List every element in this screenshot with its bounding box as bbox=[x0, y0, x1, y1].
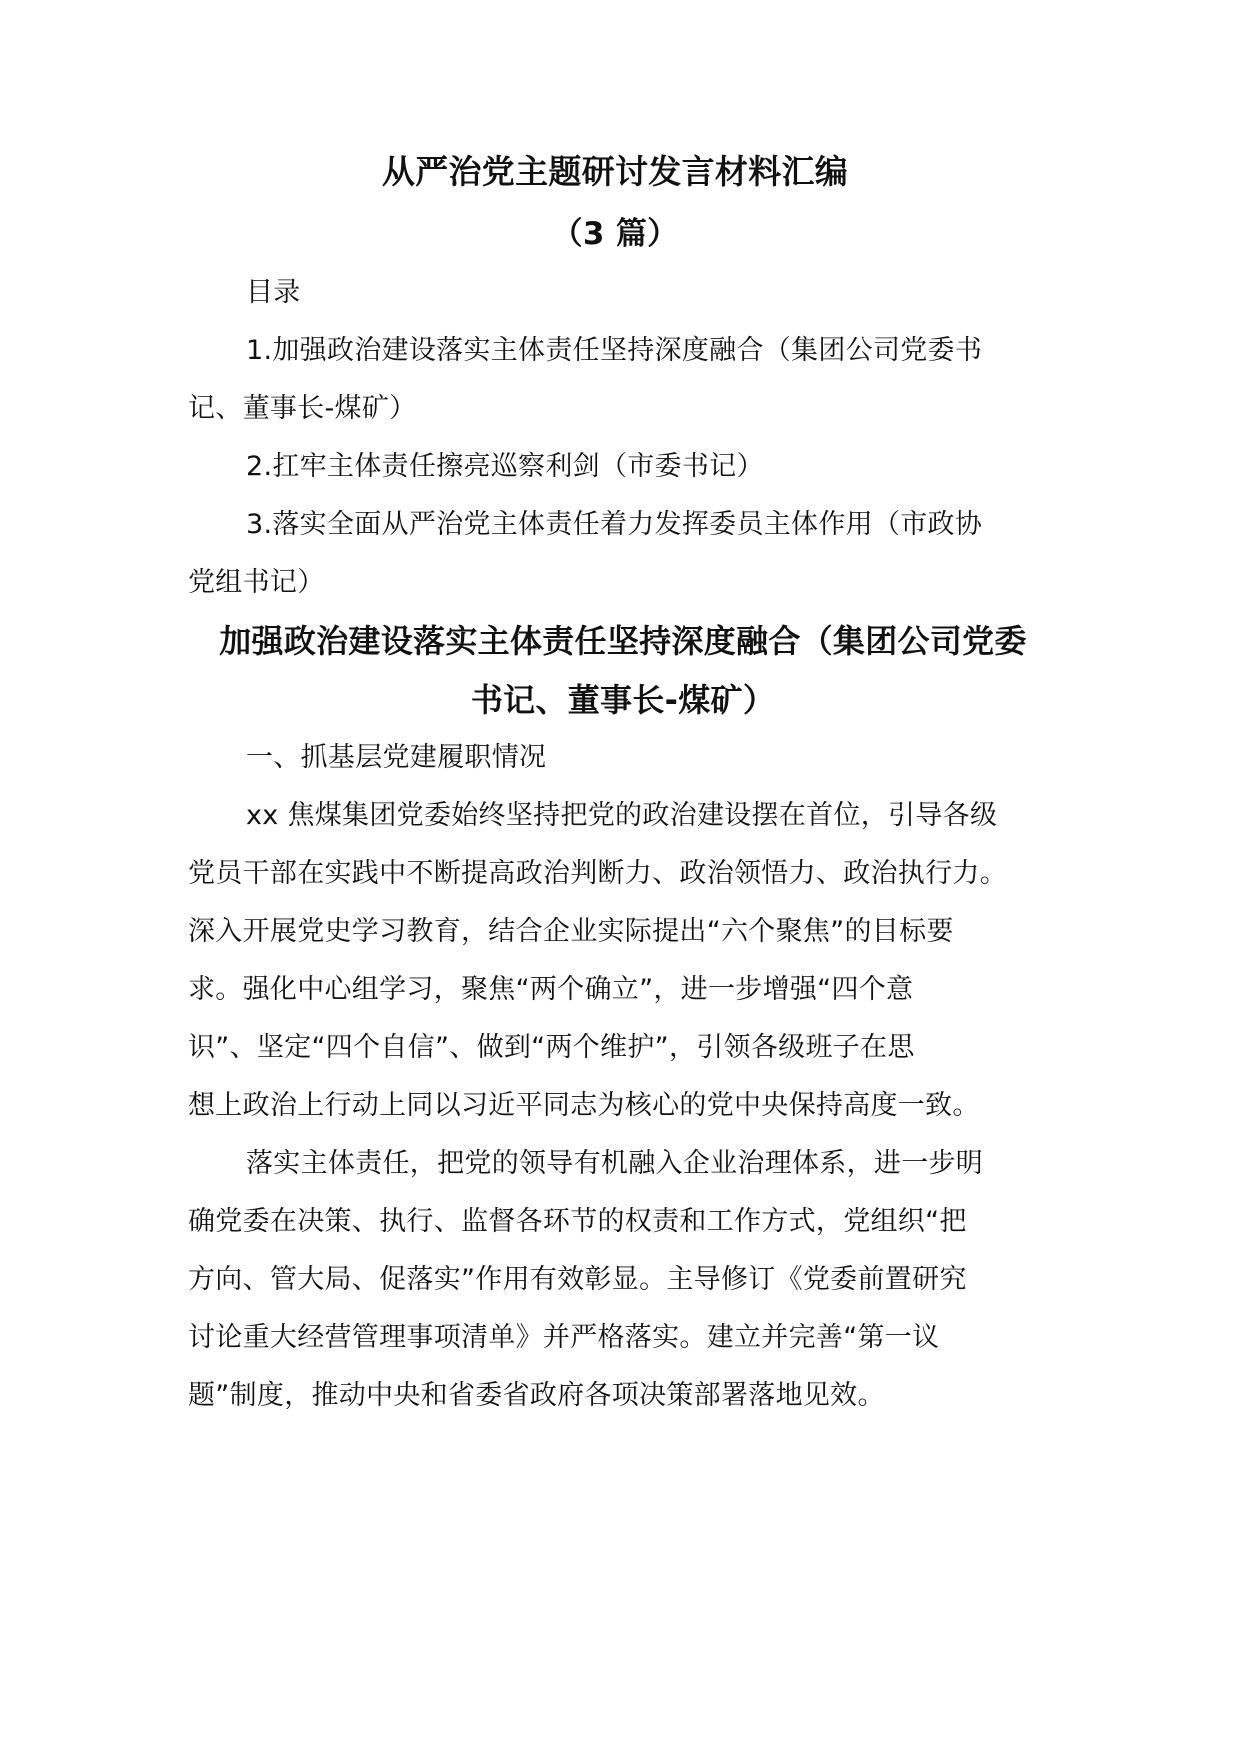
para2-line: 方向、管大局、促落实”作用有效彰显。主导修订《党委前置研究 bbox=[188, 1264, 967, 1295]
para2-line: 讨论重大经营管理事项清单》并严格落实。建立并完善“第一议 bbox=[188, 1322, 940, 1353]
toc-item-1-line2: 记、董事长-煤矿） bbox=[188, 393, 417, 424]
article-heading-line1: 加强政治建设落实主体责任坚持深度融合（集团公司党委 bbox=[219, 622, 1027, 660]
toc-item-3-line2: 党组书记） bbox=[188, 567, 325, 598]
para2-line: 落实主体责任，把党的领导有机融入企业治理体系，进一步明 bbox=[246, 1148, 984, 1179]
para1-line: 求。强化中心组学习，聚焦“两个确立”，进一步增强“四个意 bbox=[188, 974, 914, 1005]
document-title: 从严治党主题研讨发言材料汇编 bbox=[381, 152, 849, 191]
section-heading: 一、抓基层党建履职情况 bbox=[246, 742, 547, 773]
para2-line: 题”制度，推动中央和省委省政府各项决策部署落地见效。 bbox=[188, 1380, 885, 1411]
toc-item-1-line1: 1.加强政治建设落实主体责任坚持深度融合（集团公司党委书 bbox=[246, 335, 983, 366]
article-heading-line2: 书记、董事长-煤矿） bbox=[470, 681, 776, 719]
para2-line: 确党委在决策、执行、监督各环节的权责和工作方式，党组织“把 bbox=[188, 1206, 967, 1237]
toc-label: 目录 bbox=[246, 277, 301, 308]
toc-item-2-line1: 2.扛牢主体责任擦亮巡察利剑（市委书记） bbox=[246, 451, 764, 482]
para1-line: xx 焦煤集团党委始终坚持把党的政治建设摆在首位，引导各级 bbox=[246, 800, 998, 831]
para1-line: 深入开展党史学习教育，结合企业实际提出“六个聚焦”的目标要 bbox=[188, 916, 954, 947]
toc-item-3-line1: 3.落实全面从严治党主体责任着力发挥委员主体作用（市政协 bbox=[246, 509, 983, 540]
para1-line: 党员干部在实践中不断提高政治判断力、政治领悟力、政治执行力。 bbox=[188, 858, 1007, 889]
para1-line: 识”、坚定“四个自信”、做到“两个维护”，引领各级班子在思 bbox=[188, 1032, 915, 1063]
document-subtitle: （3 篇） bbox=[551, 216, 679, 252]
para1-line: 想上政治上行动上同以习近平同志为核心的党中央保持高度一致。 bbox=[188, 1090, 980, 1121]
